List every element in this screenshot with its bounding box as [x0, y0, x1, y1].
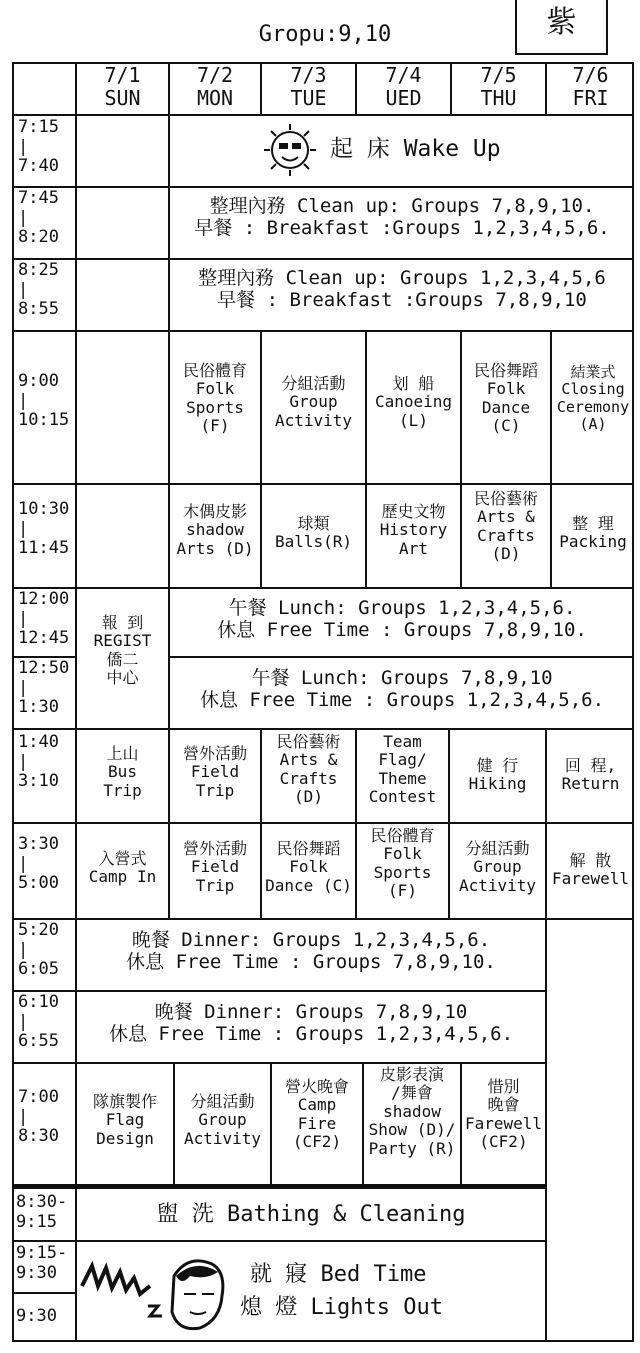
dinner-row-2: 晚餐 Dinner: Groups 7,8,9,10 休息 Free Time : Groups 1,2,3,4,5,6.	[108, 1001, 514, 1045]
time-label: 7:00 | 8:30	[18, 1087, 59, 1147]
row-line	[12, 587, 634, 589]
row-line	[12, 1292, 76, 1294]
activity-cell: 民俗體育 Folk Sports (F)	[182, 361, 247, 436]
lights-out-row: 熄 燈 Lights Out	[240, 1295, 443, 1320]
activity-cell: 民俗舞蹈 Folk Dance (C)	[265, 839, 352, 895]
time-label: 12:50 | 1:30	[18, 658, 70, 718]
corner-box	[515, 0, 608, 55]
row-line	[12, 822, 634, 824]
activity-cell: 惜別 晚會 Farewell (CF2)	[464, 1077, 543, 1152]
right-column-line	[545, 918, 547, 1342]
time-label: 7:45 | 8:20	[18, 188, 59, 248]
cleanup-row-2: 整理內務 Clean up: Groups 1,2,3,4,5,6 早餐 : Breakfast :Groups 7,8,9,10	[198, 267, 606, 311]
row-line	[12, 186, 634, 188]
day-header: 7/6 FRI	[572, 63, 609, 110]
time-label: 7:15 | 7:40	[18, 117, 59, 177]
bathing-row: 盥 洗 Bathing & Cleaning	[156, 1202, 466, 1227]
row-line	[12, 258, 634, 260]
time-label: 3:30 | 5:00	[18, 834, 59, 894]
activity-cell: 營外活動 Field Trip	[182, 744, 247, 800]
row-line-thick	[12, 1184, 545, 1189]
activity-cell: 分組活動 Group Activity	[458, 839, 537, 895]
cleanup-row-1: 整理內務 Clean up: Groups 7,8,9,10. 早餐 : Breakfast :Groups 1,2,3,4,5,6.	[194, 195, 610, 239]
time-label: 9:15- 9:30	[16, 1243, 68, 1283]
row-line	[12, 918, 634, 920]
row-line	[12, 483, 634, 485]
row-line	[12, 728, 634, 730]
activity-cell: 營外活動 Field Trip	[182, 839, 247, 895]
activity-cell: 健 行 Hiking	[468, 756, 527, 794]
day-header: 7/5 THU	[480, 63, 517, 110]
row-line	[168, 656, 634, 658]
day-header: 7/3 TUE	[290, 63, 327, 110]
activity-cell: 球類 Balls(R)	[274, 514, 353, 552]
dinner-row-1: 晚餐 Dinner: Groups 1,2,3,4,5,6. 休息 Free Time : Groups 7,8,9,10.	[126, 929, 496, 973]
activity-cell: 隊旗製作 Flag Design	[92, 1092, 157, 1148]
activity-cell: Team Flag/ Theme Contest	[368, 732, 437, 807]
sleeping-face-icon	[78, 1246, 238, 1338]
time-label: 9:00 | 10:15	[18, 371, 70, 431]
activity-cell: 入營式 Camp In	[88, 849, 157, 887]
row-line	[12, 330, 634, 332]
time-label: 10:30 | 11:45	[18, 499, 70, 559]
day-header: 7/1 SUN	[104, 63, 141, 110]
activity-cell: 解 散 Farewell	[551, 851, 630, 889]
time-column-divider	[75, 62, 77, 1342]
time-label: 1:40 | 3:10	[18, 732, 59, 792]
wake-up-label: 起 床 Wake Up	[330, 136, 501, 162]
header-divider	[12, 114, 634, 116]
row-line	[12, 1240, 545, 1242]
activity-cell: 上山 Bus Trip	[103, 744, 142, 800]
group-title: Gropu:9,10	[258, 22, 392, 47]
activity-cell: 木偶皮影 shadow Arts (D)	[176, 502, 254, 558]
regist-cell: 報 到 REGIST 僑二 中心	[93, 613, 152, 688]
time-label: 12:00 | 12:45	[18, 589, 70, 649]
activity-cell: 回 程, Return	[561, 756, 620, 794]
time-label: 5:20 | 6:05	[18, 920, 59, 980]
bedtime-row: 就 寢 Bed Time	[250, 1262, 427, 1287]
activity-cell: 分組活動 Group Activity	[183, 1092, 262, 1148]
activity-cell: 民俗藝術 Arts & Crafts (D)	[473, 489, 538, 564]
activity-cell: 皮影表演 /舞會 shadow Show (D)/ Party (R)	[368, 1065, 456, 1158]
activity-cell: 民俗體育 Folk Sports (F)	[370, 826, 435, 901]
activity-cell: 營火晚會 Camp Fire (CF2)	[284, 1077, 349, 1152]
activity-cell: 分組活動 Group Activity	[274, 374, 353, 430]
activity-cell: 民俗舞蹈 Folk Dance (C)	[473, 361, 538, 436]
lunch-row-1: 午餐 Lunch: Groups 1,2,3,4,5,6. 休息 Free Time : Groups 7,8,9,10.	[217, 597, 587, 641]
activity-cell: 民俗藝術 Arts & Crafts (D)	[276, 732, 341, 807]
time-label: 8:30- 9:15	[16, 1192, 68, 1232]
activity-cell: 整 理 Packing	[559, 514, 627, 552]
lunch-row-2: 午餐 Lunch: Groups 7,8,9,10 休息 Free Time : Groups 1,2,3,4,5,6.	[199, 667, 605, 711]
day-header: 7/2 MON	[196, 63, 234, 110]
sun-face-icon	[262, 122, 318, 178]
time-label: 8:25 | 8:55	[18, 260, 59, 320]
time-label: 9:30	[16, 1306, 57, 1326]
corner-char: 紫	[546, 5, 577, 40]
day-header: 7/4 UED	[385, 63, 422, 110]
row-line	[12, 1062, 545, 1064]
row-line	[12, 990, 545, 992]
activity-cell: 划 船 Canoeing (L)	[374, 374, 453, 430]
time-label: 6:10 | 6:55	[18, 992, 59, 1052]
activity-cell: 結業式 Closing Ceremony (A)	[556, 363, 630, 433]
activity-cell: 歷史文物 History Art	[379, 502, 448, 558]
